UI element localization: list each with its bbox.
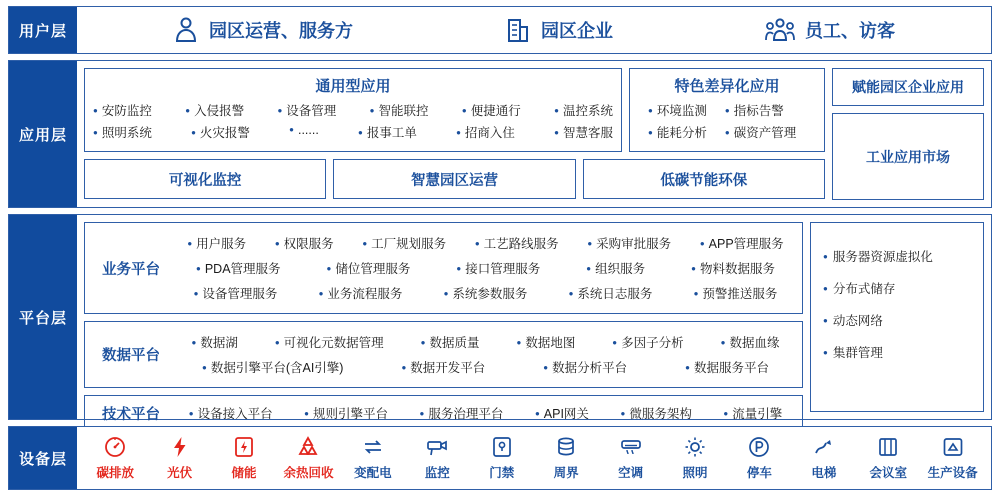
platform-item[interactable]: ● 采购审批服务 xyxy=(587,234,671,252)
device-item-label: 监控 xyxy=(424,466,450,480)
platform-item[interactable]: ● 数据服务平台 xyxy=(685,358,769,376)
app-chip[interactable]: ● 招商入住 xyxy=(456,123,515,141)
user-item-label: 园区企业 xyxy=(541,21,613,41)
door-lock-icon xyxy=(490,435,514,459)
user-item-label: 员工、访客 xyxy=(805,21,895,41)
platform-item[interactable]: ● 数据血缘 xyxy=(721,333,780,351)
device-item-meeting-room[interactable] xyxy=(862,435,914,481)
data-platform-block xyxy=(84,321,803,388)
app-chip[interactable]: ● 能耗分析 xyxy=(648,123,707,141)
platform-layer-label: 平台层 xyxy=(9,215,77,419)
platform-item[interactable]: ● 系统日志服务 xyxy=(569,284,653,302)
platform-item[interactable]: ● 预警推送服务 xyxy=(694,284,778,302)
platform-item[interactable]: ● 系统参数服务 xyxy=(444,284,528,302)
device-item-label: 生产设备 xyxy=(927,466,978,480)
application-top-panels xyxy=(84,68,825,152)
transformer-icon xyxy=(361,435,385,459)
device-item-label: 门禁 xyxy=(489,466,515,480)
device-item-label: 储能 xyxy=(231,466,257,480)
camera-icon xyxy=(425,435,449,459)
device-layer-label: 设备层 xyxy=(9,427,77,489)
device-item-perimeter[interactable] xyxy=(540,435,592,481)
device-item-parking[interactable] xyxy=(733,435,785,481)
general-application-title: 通用型应用 xyxy=(315,78,391,95)
general-application-items xyxy=(93,101,613,141)
platform-item[interactable]: ● 接口管理服务 xyxy=(456,259,540,277)
infrastructure-item[interactable]: ● 集群管理 xyxy=(823,343,971,361)
platform-item[interactable]: ● 工艺路线服务 xyxy=(475,234,559,252)
platform-item[interactable]: ● 数据地图 xyxy=(516,333,575,351)
application-bottom-bars xyxy=(84,159,825,199)
platform-item[interactable]: ● 用户服务 xyxy=(187,234,246,252)
device-layer-row xyxy=(8,426,992,490)
app-chip[interactable]: ● 报事工单 xyxy=(358,123,417,141)
business-platform-name: 业务平台 xyxy=(102,261,160,278)
data-platform-items xyxy=(173,326,798,383)
air-conditioner-icon xyxy=(619,435,643,459)
infrastructure-item[interactable]: ● 动态网络 xyxy=(823,311,971,329)
device-item-label: 会议室 xyxy=(869,466,908,480)
industrial-app-market-box[interactable]: 工业应用市场 xyxy=(832,113,984,200)
platform-item[interactable]: ● 数据分析平台 xyxy=(543,358,627,376)
user-item-label: 园区运营、服务方 xyxy=(209,21,353,41)
application-layer-body xyxy=(77,61,991,207)
chip-line xyxy=(638,123,816,141)
lightning-icon xyxy=(168,435,192,459)
platform-line xyxy=(173,358,798,376)
tech-platform-name: 技术平台 xyxy=(102,406,160,423)
meeting-room-icon xyxy=(876,435,900,459)
gauge-icon xyxy=(103,435,127,459)
user-layer-body xyxy=(77,7,991,53)
device-layer-body xyxy=(77,427,991,489)
platform-line xyxy=(173,234,798,252)
platform-line xyxy=(173,284,798,302)
lighting-icon xyxy=(683,435,707,459)
device-item-label: 光伏 xyxy=(167,466,193,480)
chip-line xyxy=(93,101,613,119)
chip-line xyxy=(638,101,816,119)
platform-item[interactable]: ● PDA管理服务 xyxy=(196,259,281,277)
app-chip[interactable]: ● 照明系统 xyxy=(93,123,152,141)
enable-park-enterprise-box[interactable]: 赋能园区企业应用 xyxy=(832,68,984,106)
app-bar-visual-monitor[interactable]: 可视化监控 xyxy=(84,159,326,199)
device-item-waste-heat-recovery[interactable] xyxy=(282,435,334,481)
platform-item[interactable]: ● 储位管理服务 xyxy=(327,259,411,277)
platform-item[interactable]: ● 组织服务 xyxy=(586,259,645,277)
user-layer-label: 用户层 xyxy=(9,7,77,53)
device-item-label: 空调 xyxy=(618,466,644,480)
platform-item[interactable]: ● 业务流程服务 xyxy=(319,284,403,302)
device-item-elevator[interactable] xyxy=(798,435,850,481)
general-application-panel xyxy=(84,68,622,152)
app-chip[interactable]: ● 安防监控 xyxy=(93,101,152,119)
device-item-air-conditioner[interactable] xyxy=(605,435,657,481)
chip-line xyxy=(93,123,613,141)
app-chip[interactable]: ● ...... xyxy=(289,123,319,141)
parking-icon xyxy=(747,435,771,459)
special-application-items xyxy=(638,101,816,141)
platform-item[interactable]: ● 流量引擎 xyxy=(723,404,782,422)
platform-item[interactable]: ● 可视化元数据管理 xyxy=(275,333,384,351)
group-people-icon xyxy=(765,16,795,44)
infrastructure-item[interactable]: ● 分布式储存 xyxy=(823,279,971,297)
user-item-enterprise[interactable] xyxy=(505,16,613,44)
production-equipment-icon xyxy=(941,435,965,459)
platform-item[interactable]: ● APP管理服务 xyxy=(700,234,784,252)
business-platform-items xyxy=(173,227,798,309)
app-chip[interactable]: ● 温控系统 xyxy=(554,101,613,119)
platform-item[interactable]: ● 数据质量 xyxy=(421,333,480,351)
device-item-label: 周界 xyxy=(553,466,579,480)
application-right-group xyxy=(832,68,984,200)
device-item-surveillance[interactable] xyxy=(411,435,463,481)
app-chip[interactable]: ● 智能联控 xyxy=(370,101,429,119)
app-bar-low-carbon[interactable]: 低碳节能环保 xyxy=(583,159,825,199)
app-bar-smart-park-operation[interactable]: 智慧园区运营 xyxy=(333,159,575,199)
device-item-lighting[interactable] xyxy=(669,435,721,481)
application-left-group xyxy=(84,68,825,200)
device-item-label: 余热回收 xyxy=(283,466,334,480)
user-item-operator[interactable] xyxy=(173,16,353,44)
user-layer-row xyxy=(8,6,992,54)
platform-item[interactable]: ● 规则引擎平台 xyxy=(304,404,388,422)
infrastructure-item[interactable]: ● 服务器资源虚拟化 xyxy=(823,247,971,265)
user-item-staff[interactable] xyxy=(765,16,895,44)
device-item-label: 碳排放 xyxy=(96,466,134,480)
platform-item[interactable]: ● 物料数据服务 xyxy=(691,259,775,277)
special-application-title: 特色差异化应用 xyxy=(674,78,780,95)
device-item-production-equipment[interactable] xyxy=(927,435,979,481)
tech-platform-items xyxy=(173,402,798,424)
platform-item[interactable]: ● 工厂规划服务 xyxy=(362,234,446,252)
platform-item[interactable]: ● 设备接入平台 xyxy=(189,404,273,422)
app-chip[interactable]: ● 碳资产管理 xyxy=(725,123,796,141)
device-item-label: 停车 xyxy=(746,466,772,480)
app-chip[interactable]: ● 便捷通行 xyxy=(462,101,521,119)
platform-item[interactable]: ● API网关 xyxy=(535,404,589,422)
operator-person-icon xyxy=(173,16,199,44)
app-chip[interactable]: ● 指标告警 xyxy=(725,101,784,119)
device-item-carbon-emission[interactable] xyxy=(89,435,141,481)
platform-left-group xyxy=(84,222,803,423)
platform-layer-body xyxy=(77,215,991,423)
app-chip[interactable]: ● 环境监测 xyxy=(648,101,707,119)
infrastructure-panel xyxy=(810,222,984,412)
app-chip[interactable]: ● 入侵报警 xyxy=(185,101,244,119)
device-item-photovoltaic[interactable] xyxy=(154,435,206,481)
platform-item[interactable]: ● 数据引擎平台(含AI引擎) xyxy=(202,358,343,376)
application-layer-row xyxy=(8,60,992,208)
data-platform-name: 数据平台 xyxy=(102,348,160,364)
device-item-power-distribution[interactable] xyxy=(347,435,399,481)
app-chip[interactable]: ● 火灾报警 xyxy=(191,123,250,141)
app-chip[interactable]: ● 设备管理 xyxy=(277,101,336,119)
perimeter-icon xyxy=(554,435,578,459)
platform-line xyxy=(173,404,798,422)
app-chip[interactable]: ● 智慧客服 xyxy=(554,123,613,141)
platform-item[interactable]: ● 数据开发平台 xyxy=(401,358,485,376)
platform-item[interactable]: ● 微服务架构 xyxy=(620,404,691,422)
device-item-access-control[interactable] xyxy=(476,435,528,481)
device-item-energy-storage[interactable] xyxy=(218,435,270,481)
business-platform-block xyxy=(84,222,803,314)
platform-item[interactable]: ● 设备管理服务 xyxy=(194,284,278,302)
platform-item[interactable]: ● 多因子分析 xyxy=(612,333,683,351)
building-icon xyxy=(505,16,531,44)
platform-item[interactable]: ● 权限服务 xyxy=(275,234,334,252)
elevator-icon xyxy=(812,435,836,459)
platform-item[interactable]: ● 数据湖 xyxy=(191,333,237,351)
device-item-label: 变配电 xyxy=(354,466,392,480)
special-application-panel xyxy=(629,68,825,152)
platform-line xyxy=(173,333,798,351)
platform-line xyxy=(173,259,798,277)
device-item-label: 照明 xyxy=(682,466,708,480)
platform-item[interactable]: ● 服务治理平台 xyxy=(420,404,504,422)
application-layer-label: 应用层 xyxy=(9,61,77,207)
platform-layer-row xyxy=(8,214,992,423)
battery-storage-icon xyxy=(232,435,256,459)
device-item-label: 电梯 xyxy=(811,466,837,480)
recycle-heat-icon xyxy=(296,435,320,459)
